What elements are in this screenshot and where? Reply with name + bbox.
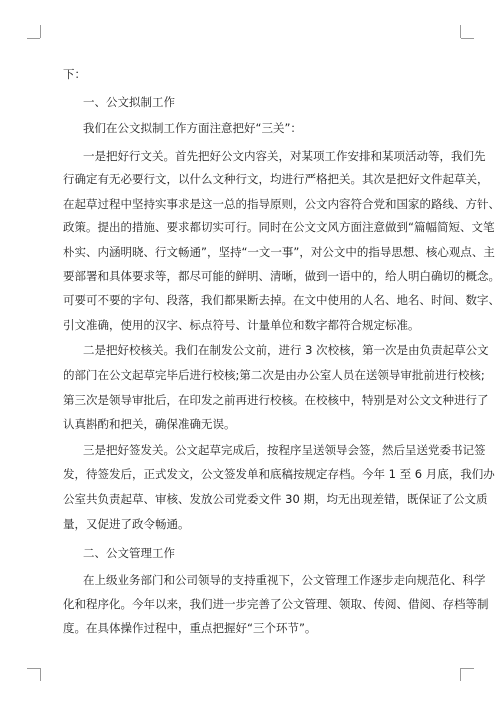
text-line: 第三次是领导审批后，在印发之前再进行校核。在校核中，特别是对公文文种进行了 [63,393,489,407]
text-line: 引文准确，使用的汉字、标点符号、计量单位和数字都符合规定标准。 [63,318,420,332]
section-heading: 二、公文管理工作 [83,546,175,560]
text-line: 的部门在公文起草完毕后进行校核;第二次是由办公室人员在送领导审批前进行校核; [63,368,485,382]
text-line: 认真斟酌和把关，确保准确无误。 [63,417,236,431]
text-line: 量，又促进了政令畅通。 [63,517,190,531]
crop-mark-top-left-horizontal [27,38,40,39]
text-line: 二是把好校核关。我们在制发公文前，进行 3 次校核，第一次是由负责起草公文 [83,343,489,357]
text-line: 朴实、内涵明晓、行文畅通”，坚持“一文一事”，对公文中的指导思想、核心观点、主 [63,245,495,259]
text-line: 三是把好签发关。公文起草完成后，按程序呈送领导会签，然后呈送党委书记签 [83,443,486,457]
text-line: 下： [63,67,86,81]
text-line: 一是把好行文关。首先把好公文内容关，对某项工作安排和某项活动等，我们先 [83,149,486,163]
text-line: 可要可不要的字句、段落，我们都果断去掉。在文中使用的人名、地名、时间、数字、 [63,293,500,307]
text-line: 要部署和具体要求等，都尽可能的鲜明、清晰，做到一语中的，给人明白确切的概念。 [63,269,500,283]
text-line: 度。在具体操作过程中，重点把握好“三个环节”。 [63,621,317,635]
crop-mark-bottom-left-vertical [40,668,41,681]
text-line: 化和程序化。今年以来，我们进一步完善了公文管理、领取、传阅、借阅、存档等制 [63,597,489,611]
crop-mark-top-right-horizontal [461,38,474,39]
crop-mark-top-right-vertical [460,25,461,38]
crop-mark-bottom-right-vertical [460,668,461,681]
text-line: 我们在公文拟制工作方面注意把好“三关”： [83,121,302,135]
text-line: 在上级业务部门和公司领导的支持重视下，公文管理工作逐步走向规范化、科学 [83,573,486,587]
crop-mark-bottom-left-horizontal [27,668,40,669]
text-line: 行确定有无必要行文，以什么文种行文，均进行严格把关。其次是把好文件起草关， [63,172,489,186]
section-heading: 一、公文拟制工作 [83,95,175,109]
text-line: 公室共负责起草、审核、发放公司党委文件 30 期，均无出现差错，既保证了公文质 [63,492,488,506]
crop-mark-bottom-right-horizontal [461,668,474,669]
crop-mark-top-left-vertical [40,25,41,38]
text-line: 在起草过程中坚持实事求是这一总的指导原则，公文内容符合党和国家的路线、方针、 [63,197,500,211]
text-line: 政策。提出的措施、要求都切实可行。同时在公文文风方面注意做到“篇幅简短、文笔 [63,220,495,234]
text-line: 发，待签发后，正式发文，公文签发单和底稿按规定存档。今年 1 至 6 月底，我们办 [63,467,495,481]
